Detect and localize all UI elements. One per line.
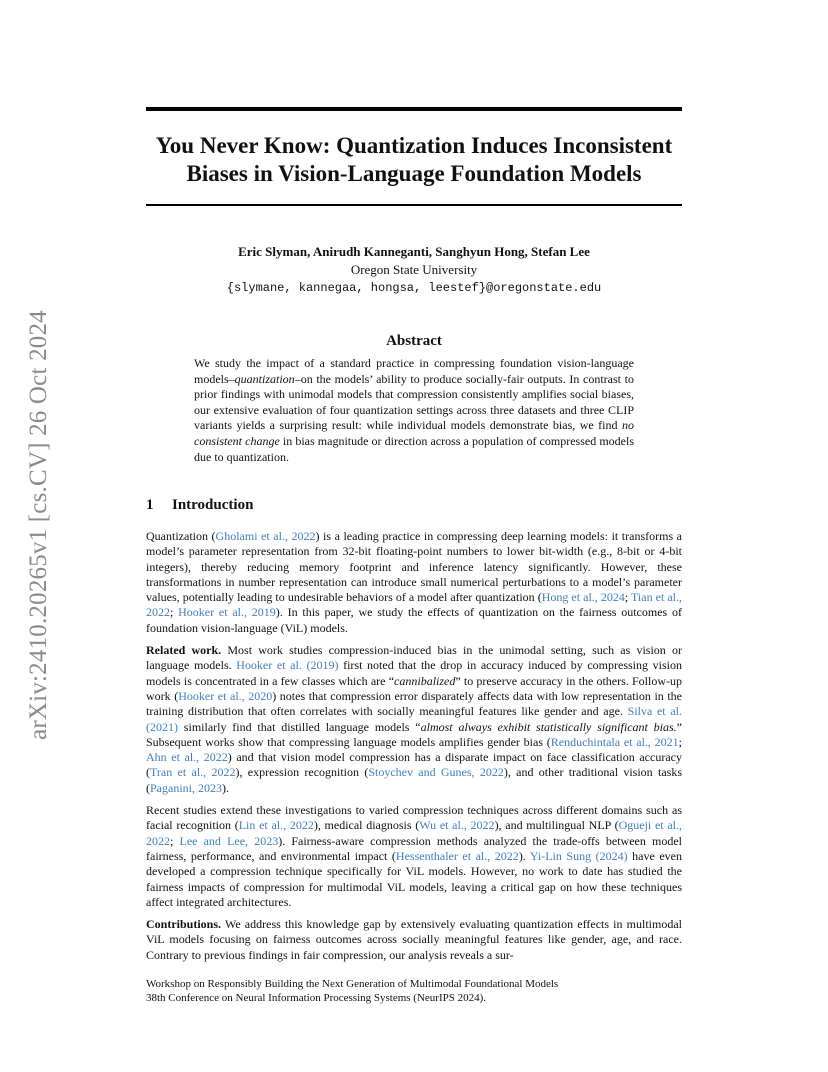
section-number: 1 [146,497,154,513]
title-bottom-rule [146,204,682,206]
abstract-heading: Abstract [386,333,442,349]
paragraph-heading-contributions: Contributions. [146,917,222,932]
citation-link[interactable]: Hessenthaler et al., 2022 [395,848,519,863]
arxiv-sidebar [22,290,56,760]
citation-link[interactable]: Hooker et al., 2020 [178,688,273,703]
citation-link[interactable]: Yi-Lin Sung (2024) [529,848,628,863]
citation-link[interactable]: Wu et al., 2022 [419,818,495,833]
paragraph-heading-related-work: Related work. [146,643,222,658]
venue-footnote [146,977,706,1005]
citation-link[interactable]: Hooker et al., 2019 [178,605,276,620]
citation-link[interactable]: Ogueji et al., 2022 [146,818,683,848]
paper-title [146,132,682,188]
citation-link[interactable]: Renduchintala et al., 2021 [550,734,679,749]
author-emails: {slymane, kannegaa, hongsa, leestef}@oregonstate.edu [226,281,602,295]
citation-link[interactable]: Paganini, 2023 [150,780,222,795]
footnote-conference: 38th Conference on Neural Information Processing Systems (NeurIPS 2024). [146,992,487,1004]
intro-paragraph-contributions: Contributions. We address this knowledge gap by extensively evaluating quantization effects in multimodal ViL models focusing on fairness outcomes across socially meaningful features like gender, age, and race. Contrary to previous findings in fair compression, our analysis reveals a sur- [146,917,682,962]
arxiv-identifier: arXiv:2410.20265v1 [cs.CV] 26 Oct 2024 [25,310,52,740]
citation-link[interactable]: Tian et al., 2022 [146,590,682,620]
title-line-2: Biases in Vision-Language Foundation Models [186,161,642,186]
intro-paragraph-3: Recent studies extend these investigations to varied compression techniques across different domains such as facial recognition (Lin et al., 2022), medical diagnosis (Wu et al., 2022), and multilingual NLP (Ogueji et al., 2022; Lee and Lee, 2023). Fairness-aware compression methods analyzed the trade-offs between model fairness, performance, and environmental impact (Hessenthaler et al., 2022). Yi-Lin Sung (2024) have even developed a compression technique specifically for ViL models. However, no work to date has studied the fairness impacts of compression for multimodal ViL models, leaving a critical gap on how these techniques affect integrated architectures. [146,803,683,909]
citation-link[interactable]: Silva et al. (2021) [146,704,682,734]
author-block [146,243,682,297]
intro-paragraph-related-work: Related work. Most work studies compression-induced bias in the unimodal setting, such as vision or language models. Hooker et al. (2019) first noted that the drop in accuracy induced by compressing vision models is concentrated in a few classes which are “cannibalized” to preserve accuracy in the others. Follow-up work (Hooker et al., 2020) notes that compression error disparately affects data with low representation in the training distribution that often correlates with socially meaningful features like gender and age. Silva et al. (2021) similarly find that distilled language models “almost always exhibit statistically significant bias.” Subsequent works show that compressing language models amplifies gender bias (Renduchintala et al., 2021; Ahn et al., 2022) and that vision model compression has a disparate impact on face classification accuracy (Tran et al., 2022), expression recognition (Stoychev and Gunes, 2022), and other traditional vision tasks (Paganini, 2023). [146,643,683,795]
introduction-body [146,529,682,970]
citation-link[interactable]: Tran et al., 2022 [150,765,236,780]
citation-link[interactable]: Lee and Lee, 2023 [179,833,279,848]
citation-link[interactable]: Hooker et al. (2019) [236,658,339,673]
abstract-text: We study the impact of a standard practice in compressing foundation vision-language models–quantization–on the models’ ability to produce socially-fair outputs. In contrast to prior findings with unimodal models that compression consistently amplifies social biases, our extensive evaluation of four quantization settings across three datasets and three CLIP variants yields a surprising result: while individual models demonstrate bias, we find no consistent change in bias magnitude or direction across a population of compressed models due to quantization. [194,356,634,464]
author-names: Eric Slyman, Anirudh Kanneganti, Sanghyun Hong, Stefan Lee [238,244,590,259]
intro-paragraph-1: Quantization (Gholami et al., 2022) is a leading practice in compressing deep learning models: it transforms a model’s parameter representation from 32-bit floating-point numbers to lower bit-width (e.g., 8-bit or 4-bit integers), thereby reducing memory footprint and inference latency significantly. However, these transformations in number representation can introduce small numerical perturbations to a model’s parameter values, potentially leading to undesirable behaviors of a model after quantization (Hong et al., 2024; Tian et al., 2022; Hooker et al., 2019). In this paper, we study the effects of quantization on the fairness outcomes of foundation vision-language (ViL) models. [146,529,682,635]
author-affiliation: Oregon State University [350,262,478,277]
section-title: Introduction [172,497,254,513]
citation-link[interactable]: Hong et al., 2024 [541,590,625,605]
title-top-rule [146,107,682,111]
citation-link[interactable]: Gholami et al., 2022 [215,529,316,543]
footnote-workshop: Workshop on Responsibly Building the Next Generation of Multimodal Foundational Models [146,978,559,990]
title-line-1: You Never Know: Quantization Induces Inconsistent [155,133,673,158]
section-heading-introduction [146,497,253,514]
citation-link[interactable]: Lin et al., 2022 [238,818,314,833]
citation-link[interactable]: Ahn et al., 2022 [146,750,228,765]
citation-link[interactable]: Stoychev and Gunes, 2022 [368,765,504,780]
